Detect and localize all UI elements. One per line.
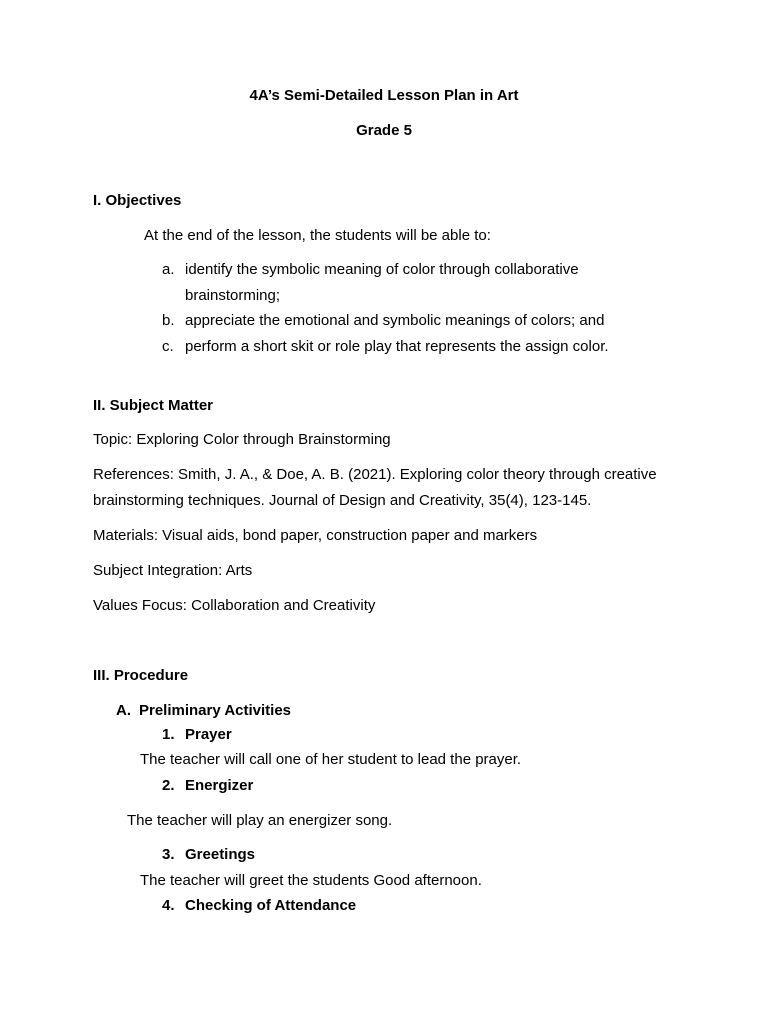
objective-item-a — [162, 261, 579, 279]
procedure-heading: III. Procedure — [93, 667, 189, 684]
subject-integration-line: Subject Integration: Arts — [93, 562, 253, 579]
step-label: Checking of Attendance — [185, 897, 357, 914]
objective-item-a-continued: brainstorming; — [185, 287, 281, 304]
objective-text: appreciate the emotional and symbolic meanings of colors; and — [185, 312, 605, 329]
step-energizer-text: The teacher will play an energizer song. — [127, 812, 393, 829]
references-line: References: Smith, J. A., & Doe, A. B. (2021). Exploring color theory through creative — [93, 466, 657, 483]
step-marker: 1. — [162, 726, 175, 743]
step-prayer-heading — [162, 726, 232, 744]
grade-label: Grade 5 — [356, 122, 412, 139]
objective-marker: a. — [162, 261, 175, 278]
step-marker: 3. — [162, 846, 175, 863]
objectives-intro: At the end of the lesson, the students will be able to: — [144, 227, 491, 244]
document-title: 4A’s Semi-Detailed Lesson Plan in Art — [249, 87, 519, 104]
subject-matter-heading: II. Subject Matter — [93, 397, 214, 414]
objective-text: perform a short skit or role play that represents the assign color. — [185, 338, 609, 355]
section-marker: A. — [116, 702, 131, 719]
step-marker: 2. — [162, 777, 175, 794]
step-attendance-heading — [162, 897, 356, 915]
topic-line: Topic: Exploring Color through Brainstorming — [93, 431, 391, 448]
references-line-continued: brainstorming techniques. Journal of Design and Creativity, 35(4), 123-145. — [93, 492, 592, 509]
objectives-heading: I. Objectives — [93, 192, 182, 209]
section-label: Preliminary Activities — [139, 702, 292, 719]
objective-marker: b. — [162, 312, 175, 329]
step-prayer-text: The teacher will call one of her student to lead the prayer. — [140, 751, 522, 768]
step-label: Energizer — [185, 777, 254, 794]
objective-marker: c. — [162, 338, 174, 355]
values-focus-line: Values Focus: Collaboration and Creativity — [93, 597, 376, 614]
objective-item-c — [162, 338, 609, 356]
section-a-heading — [116, 702, 291, 720]
step-marker: 4. — [162, 897, 175, 914]
objective-item-b — [162, 312, 604, 330]
step-energizer-heading — [162, 777, 253, 795]
objective-text: identify the symbolic meaning of color through collaborative — [185, 261, 579, 278]
step-label: Prayer — [185, 726, 232, 743]
step-greetings-text: The teacher will greet the students Good afternoon. — [140, 872, 482, 889]
materials-line: Materials: Visual aids, bond paper, construction paper and markers — [93, 527, 538, 544]
step-label: Greetings — [185, 846, 256, 863]
step-greetings-heading — [162, 846, 255, 864]
